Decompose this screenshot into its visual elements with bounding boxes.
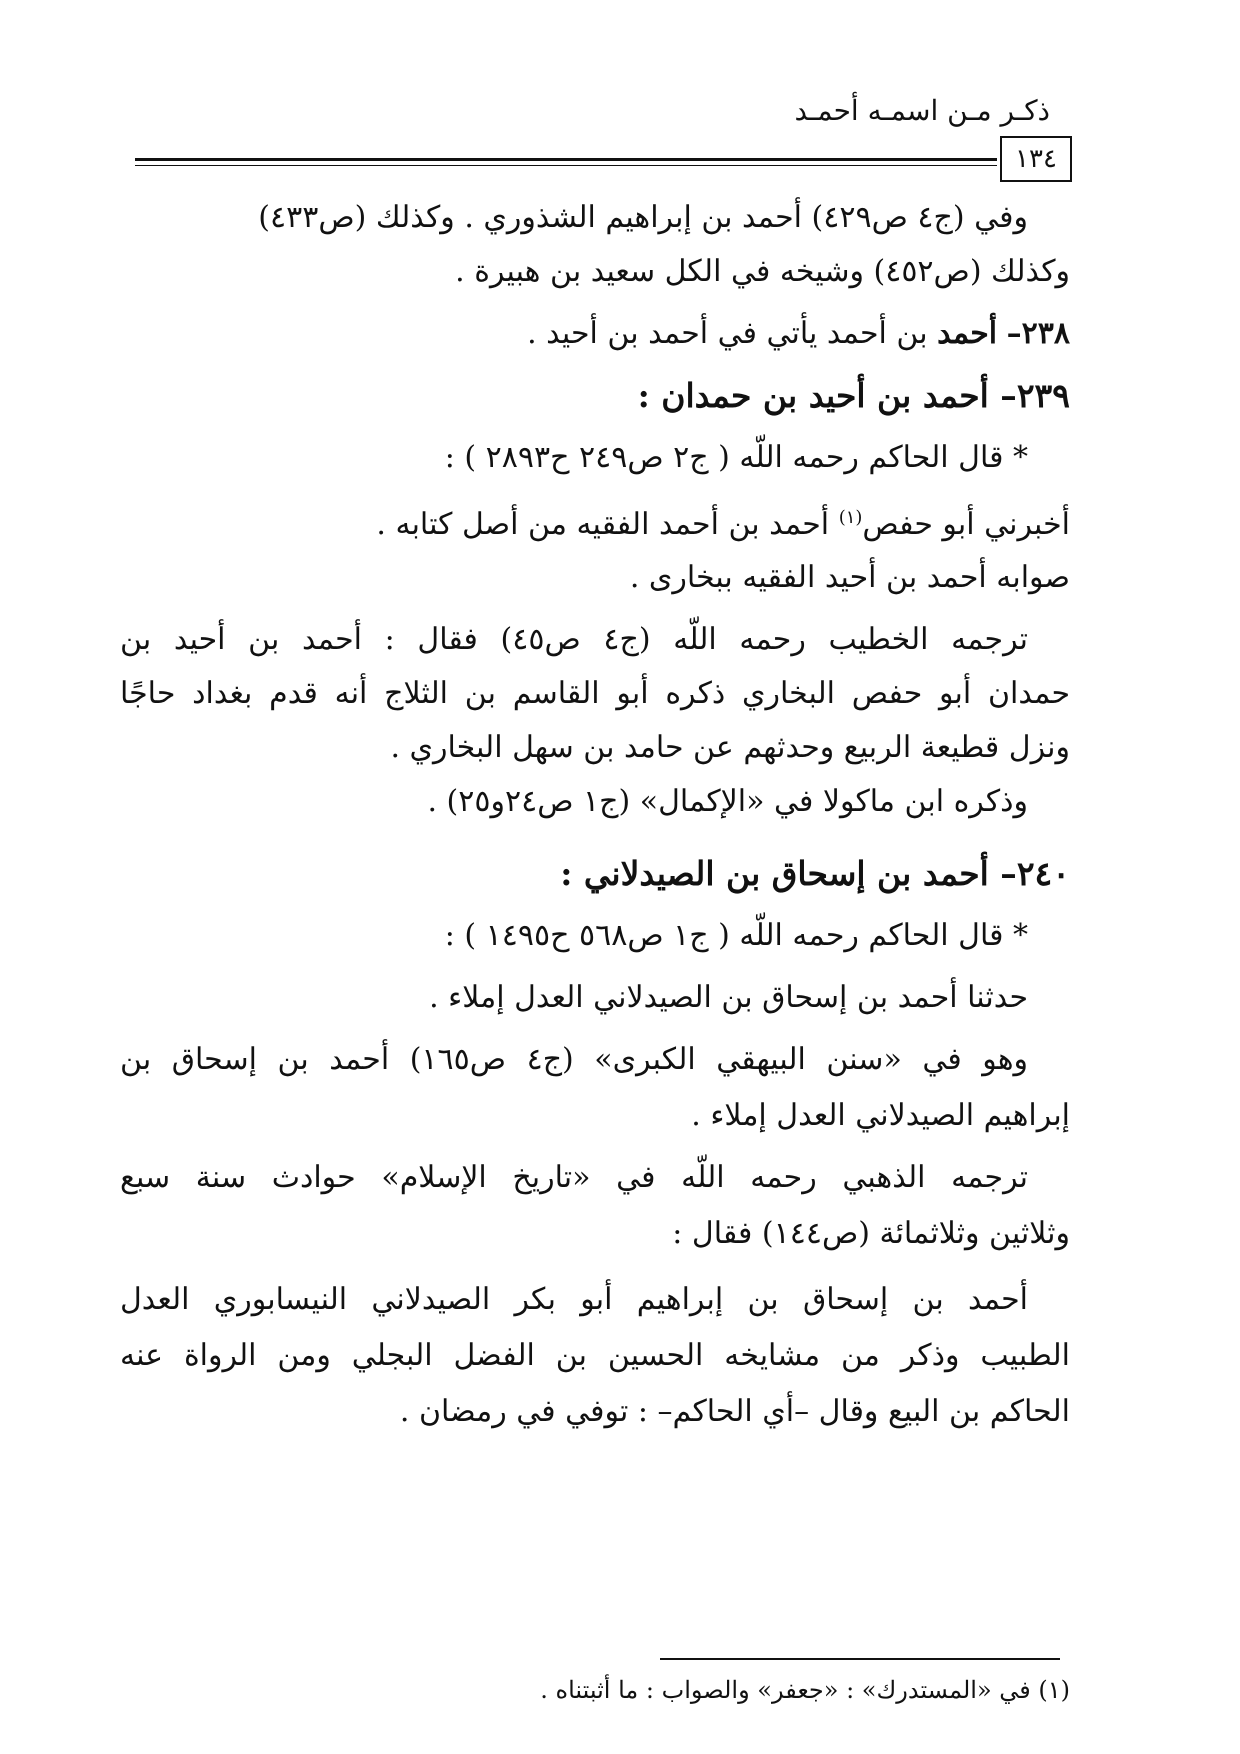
header-rule-thin (135, 165, 997, 166)
entry-heading-239: ٢٣٩– أحمد بن أحيد بن حمدان : (637, 376, 1070, 415)
text-segment: أخبرني أبو حفص (862, 507, 1070, 542)
text-line: وهو في «سنن البيهقي الكبرى» (ج٤ ص١٦٥) أحمد بن إسحاق بن (120, 1042, 1028, 1077)
text-line: * قال الحاكم رحمه اللّه ( ج٢ ص٢٤٩ ح٢٨٩٣ ) : (444, 440, 1028, 475)
footnote-ref: (١) (838, 507, 863, 528)
text-line: إبراهيم الصيدلاني العدل إملاء . (691, 1098, 1070, 1133)
text-line: * قال الحاكم رحمه اللّه ( ج١ ص٥٦٨ ح١٤٩٥ ) : (444, 918, 1028, 953)
text-line: ترجمه الخطيب رحمه اللّه (ج٤ ص٤٥) فقال : أحمد بن أحيد بن (120, 622, 1028, 657)
text-line: ترجمه الذهبي رحمه اللّه في «تاريخ الإسلام» حوادث سنة سبع (120, 1160, 1028, 1195)
text-line: وثلاثين وثلاثمائة (ص١٤٤) فقال : (672, 1216, 1070, 1251)
entry-name: أحمد (937, 316, 998, 351)
text-line: وفي (ج٤ ص٤٢٩) أحمد بن إبراهيم الشذوري . وكذلك (ص٤٣٣) (258, 200, 1028, 235)
text-line: ونزل قطيعة الربيع وحدثهم عن حامد بن سهل البخاري . (390, 730, 1070, 765)
text-line: صوابه أحمد بن أحيد الفقيه ببخارى . (629, 560, 1070, 595)
entry-238 (120, 312, 1070, 356)
page-number-box: ١٣٤ (1000, 136, 1072, 182)
text-line: الحاكم بن البيع وقال –أي الحاكم– : توفي في رمضان . (399, 1394, 1070, 1429)
text-line: وكذلك (ص٤٥٢) وشيخه في الكل سعيد بن هبيرة . (455, 254, 1070, 289)
text-line: أحمد بن إسحاق بن إبراهيم أبو بكر الصيدلاني النيسابوري العدل (120, 1282, 1028, 1317)
text-segment: أحمد بن أحمد الفقيه من أصل كتابه . (376, 507, 839, 542)
text-line: حمدان أبو حفص البخاري ذكره أبو القاسم بن الثلاج أنه قدم بغداد حاجًا (120, 676, 1070, 711)
footnote: (١) في «المستدرك» : «جعفر» والصواب : ما أثبتناه . (540, 1676, 1070, 1704)
entry-number: ٢٣٨– (1006, 316, 1070, 351)
text-line: وذكره ابن ماكولا في «الإكمال» (ج١ ص٢٤و٢٥) . (427, 784, 1028, 819)
header-rule-thick (135, 158, 997, 161)
entry-heading-240: ٢٤٠– أحمد بن إسحاق بن الصيدلاني : (560, 854, 1070, 893)
entry-text: بن أحمد يأتي في أحمد بن أحيد . (527, 316, 938, 351)
text-line: الطبيب وذكر من مشايخه الحسين بن الفضل البجلي ومن الرواة عنه (120, 1338, 1070, 1373)
footnote-separator (660, 1658, 1060, 1660)
text-line: حدثنا أحمد بن إسحاق بن الصيدلاني العدل إملاء . (429, 980, 1028, 1015)
running-head-title: ذكـر مـن اسمـه أحمـد (794, 94, 1050, 127)
text-line-with-footnote (120, 496, 1070, 547)
